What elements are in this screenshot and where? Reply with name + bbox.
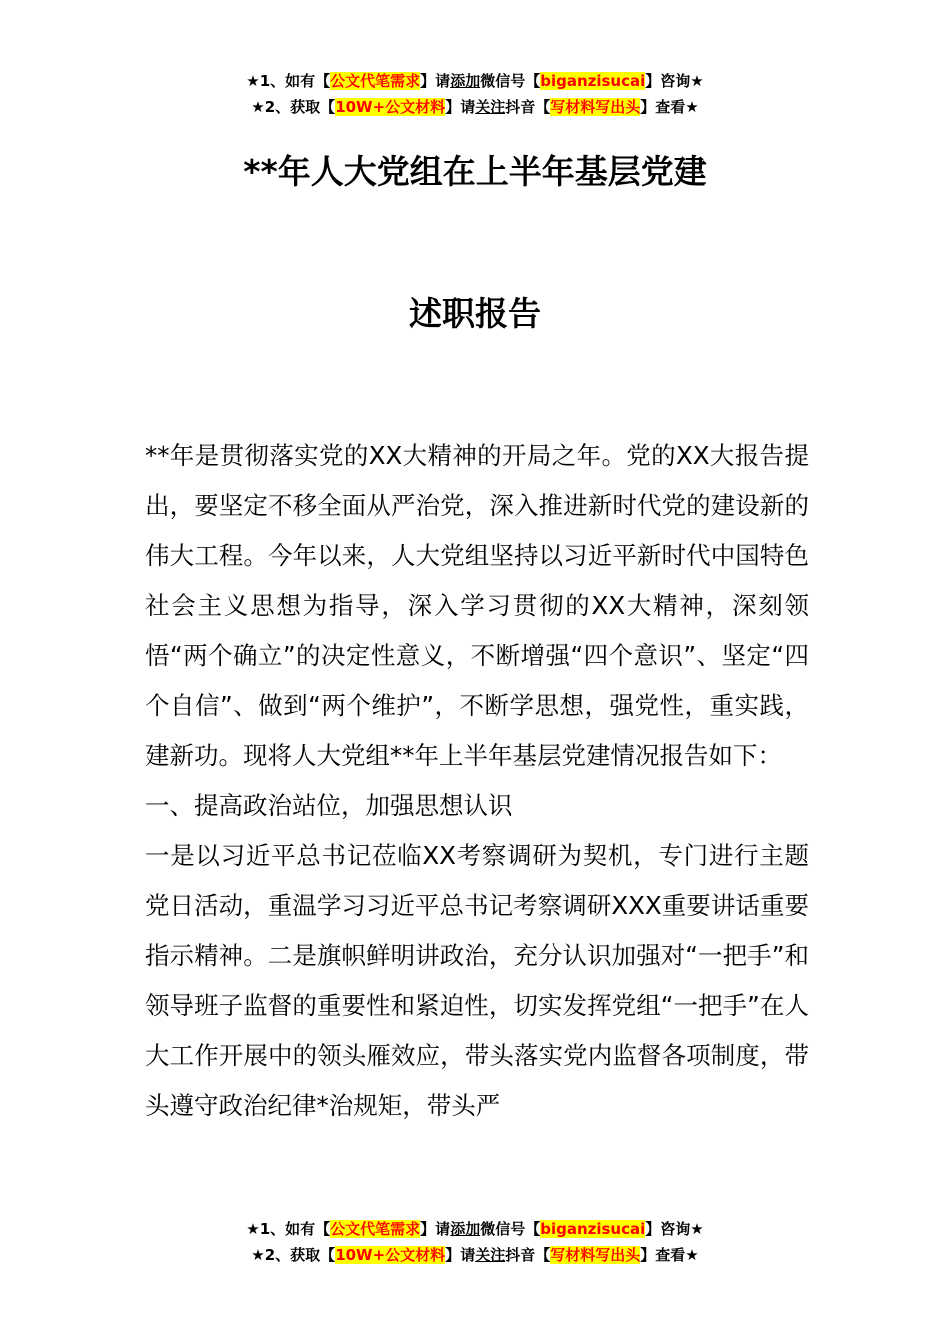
- banner-emphasis: 添加: [450, 72, 481, 90]
- banner-text: 微信号【: [480, 1220, 541, 1238]
- banner-text: 】咨询★: [645, 72, 704, 90]
- banner-text: 抖音【: [505, 1246, 551, 1264]
- banner-emphasis: 添加: [450, 1220, 481, 1238]
- banner-emphasis: 关注: [475, 1246, 506, 1264]
- banner-line-2: [0, 1242, 950, 1268]
- banner-text: 】请: [420, 1220, 451, 1238]
- banner-line-1: [0, 1216, 950, 1242]
- banner-highlight: 公文代笔需求: [330, 72, 421, 90]
- banner-text: 】请: [420, 72, 451, 90]
- banner-highlight: 10W+公文材料: [335, 1246, 446, 1264]
- banner-text: 】查看★: [640, 1246, 699, 1264]
- banner-emphasis: 关注: [475, 98, 506, 116]
- banner-text: ★2、获取【: [251, 98, 336, 116]
- header-banner: [0, 68, 950, 120]
- banner-text: ★1、如有【: [246, 1220, 331, 1238]
- body-paragraph: **年是贯彻落实党的XX大精神的开局之年。党的XX大报告提出，要坚定不移全面从严治党，深入推进新时代党的建设新的伟大工程。今年以来，人大党组坚持以习近平新时代中国特色社会主义思想为指导，深入学习贯彻的XX大精神，深刻领悟“两个确立”的决定性意义，不断增强“四个意识”、坚定“四个自信”、做到“两个维护”，不断学思想，强党性，重实践，建新功。现将人大党组**年上半年基层党建情况报告如下：: [145, 441, 809, 770]
- document-title-line-2: 述职报告: [409, 294, 541, 333]
- banner-highlight: 写材料写出头: [550, 98, 641, 116]
- banner-text: 】请: [445, 98, 476, 116]
- banner-text: 】请: [445, 1246, 476, 1264]
- banner-highlight: biganzisucai: [540, 1220, 646, 1238]
- document-body-viewport: [0, 431, 950, 1181]
- banner-highlight: 公文代笔需求: [330, 1220, 421, 1238]
- banner-text: ★1、如有【: [246, 72, 331, 90]
- banner-text: ★2、获取【: [251, 1246, 336, 1264]
- body-paragraph: 一是以习近平总书记莅临XX考察调研为契机，专门进行主题党日活动，重温学习习近平总书记考察调研XXX重要讲话重要指示精神。二是旗帜鲜明讲政治，充分认识加强对“一把手”和领导班子监督的重要性和紧迫性，切实发挥党组“一把手”在人大工作开展中的领头雁效应，带头落实党内监督各项制度，带头遵守政治纪律*治规矩，带头严: [145, 841, 809, 1120]
- document-title-line-1: **年人大党组在上半年基层党建: [243, 152, 707, 191]
- banner-text: 微信号【: [480, 72, 541, 90]
- section-heading: 一、提高政治站位，加强思想认识: [145, 791, 513, 820]
- banner-text: 】咨询★: [645, 1220, 704, 1238]
- banner-line-1: [0, 68, 950, 94]
- banner-line-2: [0, 94, 950, 120]
- banner-text: 抖音【: [505, 98, 551, 116]
- banner-text: 】查看★: [640, 98, 699, 116]
- footer-banner: [0, 1216, 950, 1268]
- banner-highlight: 10W+公文材料: [335, 98, 446, 116]
- banner-highlight: biganzisucai: [540, 72, 646, 90]
- document-body: [145, 431, 809, 1131]
- banner-highlight: 写材料写出头: [550, 1246, 641, 1264]
